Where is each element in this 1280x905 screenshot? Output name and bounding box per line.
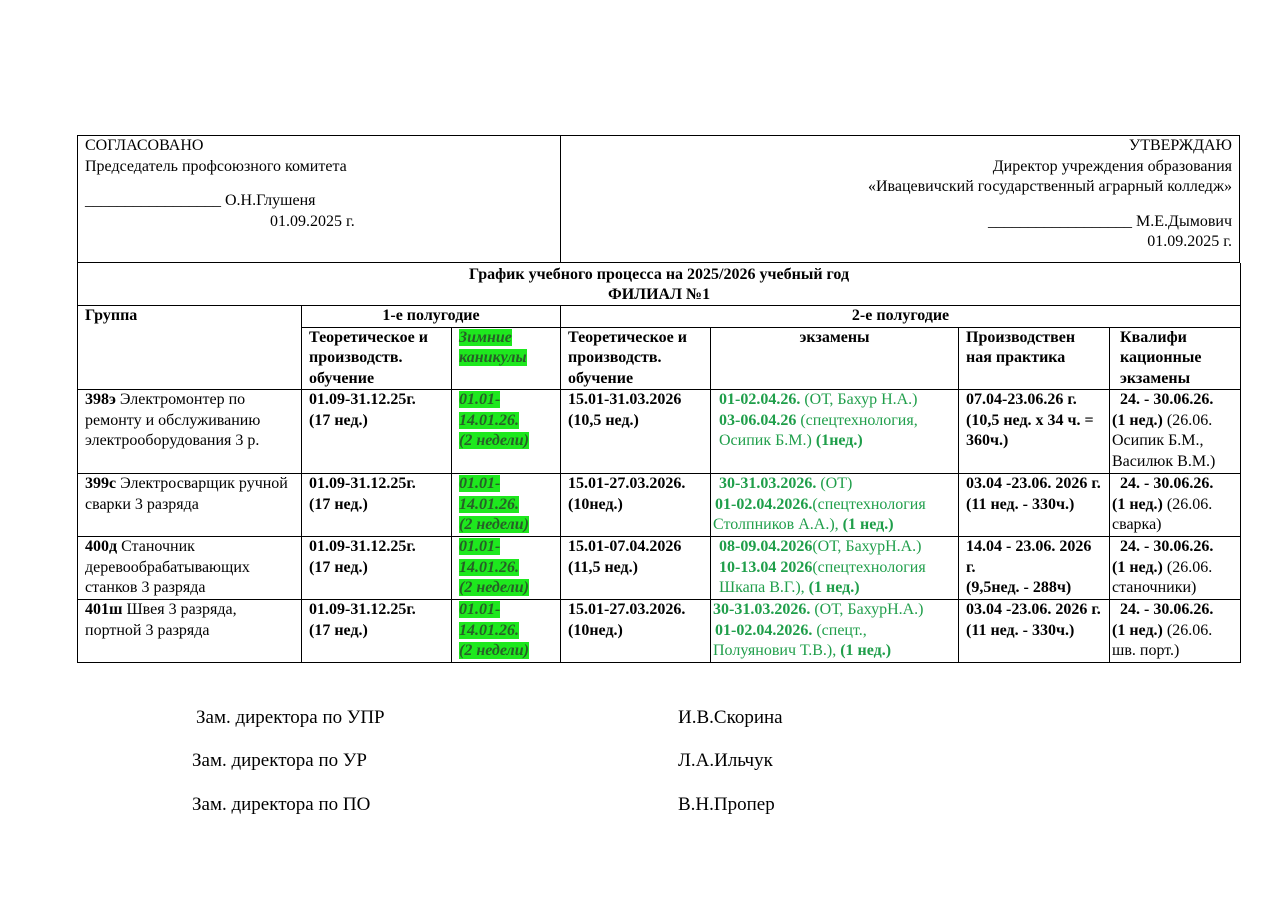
col-theory1-header: Теоретическое и производств. обучение — [302, 327, 452, 390]
practice-dates: 14.04 - 23.06. 2026 г. — [966, 538, 1092, 576]
theory2-cell — [561, 537, 711, 600]
qual-dates: 24. - 30.06.26. — [1120, 601, 1214, 618]
winter-header-text: Зимние каникулы — [459, 328, 527, 366]
winter-weeks: (2 недели) — [459, 432, 529, 449]
theory1-dates: 01.09-31.12.25г. — [309, 391, 416, 408]
approve-label: УТВЕРЖДАЮ — [1128, 137, 1232, 154]
exam1-date: 01-02.04.26. — [719, 391, 801, 408]
exam2-weeks: (1 нед.) — [840, 642, 892, 659]
theory1-dates: 01.09-31.12.25г. — [309, 475, 416, 492]
exam1-text: (ОТ) — [816, 475, 853, 492]
practice-cell — [959, 537, 1110, 600]
group-name: Станочник деревообрабатывающих станков 3 разряда — [85, 538, 250, 596]
approve-institution: «Ивацевичский государственный аграрный колледж» — [867, 178, 1232, 195]
col-half2-header: 2-е полугодие — [561, 306, 1241, 328]
group-name: Электросварщик ручной сварки 3 разряда — [85, 475, 288, 513]
qual-text: (26.06. сварка) — [1112, 495, 1213, 533]
practice-weeks: (11 нед. - 330ч.) — [966, 495, 1075, 513]
exam2-text: (спецтехнология, Осипик Б.М.) — [719, 411, 918, 449]
winter-dates-2: 14.01.26. — [459, 621, 519, 639]
theory1-dates: 01.09-31.12.25г. — [309, 601, 416, 618]
winter-cell — [452, 537, 561, 600]
theory2-cell — [561, 600, 711, 663]
winter-dates-2: 14.01.26. — [459, 495, 519, 513]
group-cell — [78, 390, 302, 474]
theory2-dates: 15.01-07.04.2026 — [568, 538, 682, 555]
practice-weeks: (11 нед. - 330ч.) — [966, 621, 1075, 639]
winter-dates-2: 14.01.26. — [459, 411, 519, 429]
theory1-cell — [302, 474, 452, 537]
group-code: 398э — [85, 391, 116, 408]
theory2-dates: 15.01-27.03.2026. — [568, 601, 686, 618]
group-code: 400д — [85, 538, 118, 555]
col-practice-header: Производствен ная практика — [959, 327, 1110, 390]
theory2-cell — [561, 474, 711, 537]
winter-dates-1: 01.01- — [459, 538, 501, 555]
qual-cell — [1110, 537, 1241, 600]
schedule-title-line2: ФИЛИАЛ №1 — [607, 286, 711, 303]
winter-cell — [452, 600, 561, 663]
approve-block — [561, 136, 1240, 263]
exam2-text: (спецтехнология Шкапа В.Г.), — [719, 558, 926, 596]
exam2-date: 01-02.04.2026. — [715, 621, 813, 639]
col-qual-header: Квалифи кационные экзамены — [1110, 327, 1241, 390]
exams-cell — [711, 474, 959, 537]
agreed-date: 01.09.2025 г. — [270, 212, 355, 230]
theory1-weeks: (17 нед.) — [309, 411, 368, 429]
winter-cell — [452, 474, 561, 537]
qual-text: (26.06. шв. порт.) — [1112, 621, 1213, 659]
winter-dates-1: 01.01- — [459, 391, 501, 408]
practice-cell — [959, 390, 1110, 474]
approve-date: 01.09.2025 г. — [1147, 233, 1232, 250]
footer-name-po: В.Н.Пропер — [678, 794, 775, 815]
winter-weeks: (2 недели) — [459, 516, 529, 533]
approve-signature: __________________ М.Е.Дымович — [988, 212, 1232, 230]
table-row — [78, 600, 1241, 663]
practice-weeks: (9,5нед. - 288ч) — [966, 579, 1072, 596]
practice-cell — [959, 600, 1110, 663]
schedule-title — [78, 263, 1241, 306]
col-exams-header: экзамены — [711, 327, 959, 390]
group-cell — [78, 600, 302, 663]
qual-text: (26.06. станочники) — [1112, 558, 1213, 596]
approve-position: Директор учреждения образования — [992, 157, 1232, 175]
exams-cell — [711, 600, 959, 663]
qual-weeks: (1 нед.) — [1112, 558, 1163, 576]
theory1-weeks: (17 нед.) — [309, 621, 368, 639]
exam1-text: (ОТ, Бахур Н.А.) — [800, 391, 918, 408]
theory2-dates: 15.01-27.03.2026. — [568, 475, 686, 492]
theory1-dates: 01.09-31.12.25г. — [309, 538, 416, 555]
winter-dates-1: 01.01- — [459, 475, 501, 492]
exam2-weeks: (1 нед.) — [808, 579, 860, 596]
group-code: 399с — [85, 475, 117, 492]
exams-cell — [711, 390, 959, 474]
winter-dates-2: 14.01.26. — [459, 558, 519, 576]
table-row — [78, 390, 1241, 474]
qual-cell — [1110, 390, 1241, 474]
group-cell — [78, 537, 302, 600]
exams-cell — [711, 537, 959, 600]
exam1-text: (ОТ, БахурН.А.) — [810, 601, 924, 618]
practice-cell — [959, 474, 1110, 537]
theory1-cell — [302, 537, 452, 600]
qual-dates: 24. - 30.06.26. — [1120, 391, 1214, 408]
group-name: Швея 3 разряда, портной 3 разряда — [85, 601, 237, 639]
approval-header — [77, 135, 1240, 263]
footer-name-ur: Л.А.Ильчук — [678, 750, 773, 771]
practice-dates: 03.04 -23.06. 2026 г. — [966, 475, 1101, 492]
winter-weeks: (2 недели) — [459, 642, 529, 659]
winter-weeks: (2 недели) — [459, 579, 529, 596]
exam2-date: 10-13.04 2026 — [719, 558, 813, 576]
agreed-position: Председатель профсоюзного комитета — [85, 157, 347, 175]
theory2-cell — [561, 390, 711, 474]
qual-cell — [1110, 600, 1241, 663]
theory2-weeks: (10,5 нед.) — [568, 411, 639, 429]
agreed-label: СОГЛАСОВАНО — [85, 137, 204, 154]
footer-role-po: Зам. директора по ПО — [192, 794, 371, 815]
qual-weeks: (1 нед.) — [1112, 495, 1163, 513]
winter-cell — [452, 390, 561, 474]
schedule-table — [77, 263, 1241, 663]
winter-dates-1: 01.01- — [459, 601, 501, 618]
theory2-weeks: (11,5 нед.) — [568, 558, 638, 576]
exam1-date: 30-31.03.2026. — [719, 475, 817, 492]
practice-dates: 03.04 -23.06. 2026 г. — [966, 601, 1101, 618]
exam2-weeks: (1нед.) — [815, 432, 863, 449]
table-row — [78, 537, 1241, 600]
exam1-date: 08-09.04.2026 — [719, 538, 813, 555]
group-code: 401ш — [85, 601, 123, 618]
practice-weeks: (10,5 нед. х 34 ч. = 360ч.) — [966, 411, 1094, 449]
exam2-text: (спецтехнология Столпников А.А.), — [713, 495, 926, 533]
col-half1-header: 1-е полугодие — [302, 306, 561, 328]
theory1-cell — [302, 600, 452, 663]
qual-weeks: (1 нед.) — [1112, 621, 1163, 639]
theory2-weeks: (10нед.) — [568, 495, 623, 513]
footer-name-upr: И.В.Скорина — [678, 707, 783, 728]
exam2-date: 01-02.04.2026. — [715, 495, 813, 513]
qual-dates: 24. - 30.06.26. — [1120, 475, 1214, 492]
theory1-weeks: (17 нед.) — [309, 495, 368, 513]
exam1-date: 30-31.03.2026. — [713, 601, 811, 618]
col-theory2-header: Теоретическое и производств. обучение — [561, 327, 711, 390]
practice-dates: 07.04-23.06.26 г. — [966, 391, 1077, 408]
schedule-title-line1: График учебного процесса на 2025/2026 учебный год — [469, 266, 850, 283]
qual-text: (26.06. Осипик Б.М., Василюк В.М.) — [1112, 411, 1216, 470]
footer-role-ur: Зам. директора по УР — [192, 750, 367, 771]
agreed-block — [78, 136, 561, 263]
group-cell — [78, 474, 302, 537]
col-group-header: Группа — [78, 306, 302, 390]
theory2-dates: 15.01-31.03.2026 — [568, 391, 682, 408]
document — [77, 135, 1240, 663]
col-winter-header — [452, 327, 561, 390]
qual-cell — [1110, 474, 1241, 537]
exam2-date: 03-06.04.26 — [719, 411, 797, 429]
agreed-signature: _________________ О.Н.Глушеня — [85, 192, 316, 209]
theory2-weeks: (10нед.) — [568, 621, 623, 639]
qual-dates: 24. - 30.06.26. — [1120, 538, 1214, 555]
theory1-cell — [302, 390, 452, 474]
exam2-weeks: (1 нед.) — [842, 516, 894, 533]
qual-weeks: (1 нед.) — [1112, 411, 1163, 429]
group-name: Электромонтер по ремонту и обслуживанию электрооборудования 3 р. — [85, 391, 261, 449]
exam2-text: (спецт., Полуянович Т.В.), — [713, 621, 867, 659]
theory1-weeks: (17 нед.) — [309, 558, 368, 576]
footer-role-upr: Зам. директора по УПР — [196, 707, 385, 728]
exam1-text: (ОТ, БахурН.А.) — [812, 538, 922, 555]
table-row — [78, 474, 1241, 537]
